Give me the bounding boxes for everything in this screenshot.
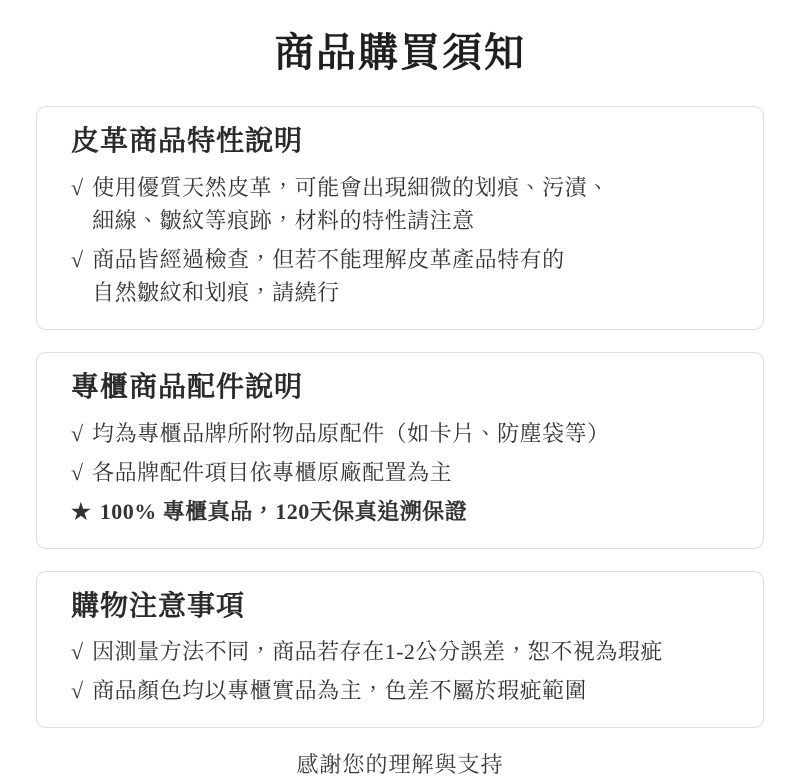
item-text (92, 171, 737, 237)
item-text-line: 各品牌配件項目依專櫃原廠配置為主 (92, 459, 453, 485)
check-icon: √ (71, 639, 84, 665)
check-icon: √ (71, 678, 84, 704)
star-icon: ★ (71, 498, 91, 524)
list-item (71, 171, 737, 237)
section-shopping-notes (36, 571, 764, 729)
list-item (71, 417, 737, 450)
check-icon: √ (71, 459, 84, 485)
footer-note: 感謝您的理解與支持 (296, 752, 504, 778)
item-text (92, 456, 737, 489)
list-item-authenticity-guarantee (71, 495, 737, 528)
section-heading: 專櫃商品配件說明 (71, 371, 304, 403)
item-text (92, 243, 737, 309)
list-item (71, 635, 737, 668)
section-heading: 購物注意事項 (71, 590, 246, 622)
section-leather-notes (36, 106, 764, 330)
item-text-line: 自然皺紋和划痕，請繞行 (92, 279, 340, 305)
list-item (71, 674, 737, 707)
item-text-line: 細線、皺紋等痕跡，材料的特性請注意 (92, 207, 475, 233)
list-item (71, 243, 737, 309)
item-text (100, 495, 737, 528)
item-text-line: 商品皆經過檢查，但若不能理解皮革產品特有的 (92, 246, 565, 272)
check-icon: √ (71, 246, 84, 272)
list-item (71, 456, 737, 489)
item-text (92, 674, 737, 707)
item-text-line: 100% 專櫃真品，120天保真追溯保證 (99, 498, 468, 524)
section-accessories-notes (36, 352, 764, 549)
section-heading: 皮革商品特性說明 (71, 126, 304, 157)
item-text-line: 因測量方法不同，商品若存在1-2公分誤差，恕不視為瑕疵 (92, 639, 663, 665)
item-text-line: 使用優質天然皮革，可能會出現細微的划痕、污漬、 (92, 174, 610, 200)
item-text-line: 商品顏色均以專櫃實品為主，色差不屬於瑕疵範圍 (92, 678, 588, 704)
check-icon: √ (71, 174, 84, 200)
page-title: 商品購買須知 (274, 30, 526, 75)
item-text-line: 均為專櫃品牌所附物品原配件（如卡片、防塵袋等） (92, 420, 610, 446)
item-text (92, 417, 737, 450)
item-text (92, 635, 737, 668)
check-icon: √ (71, 420, 84, 446)
